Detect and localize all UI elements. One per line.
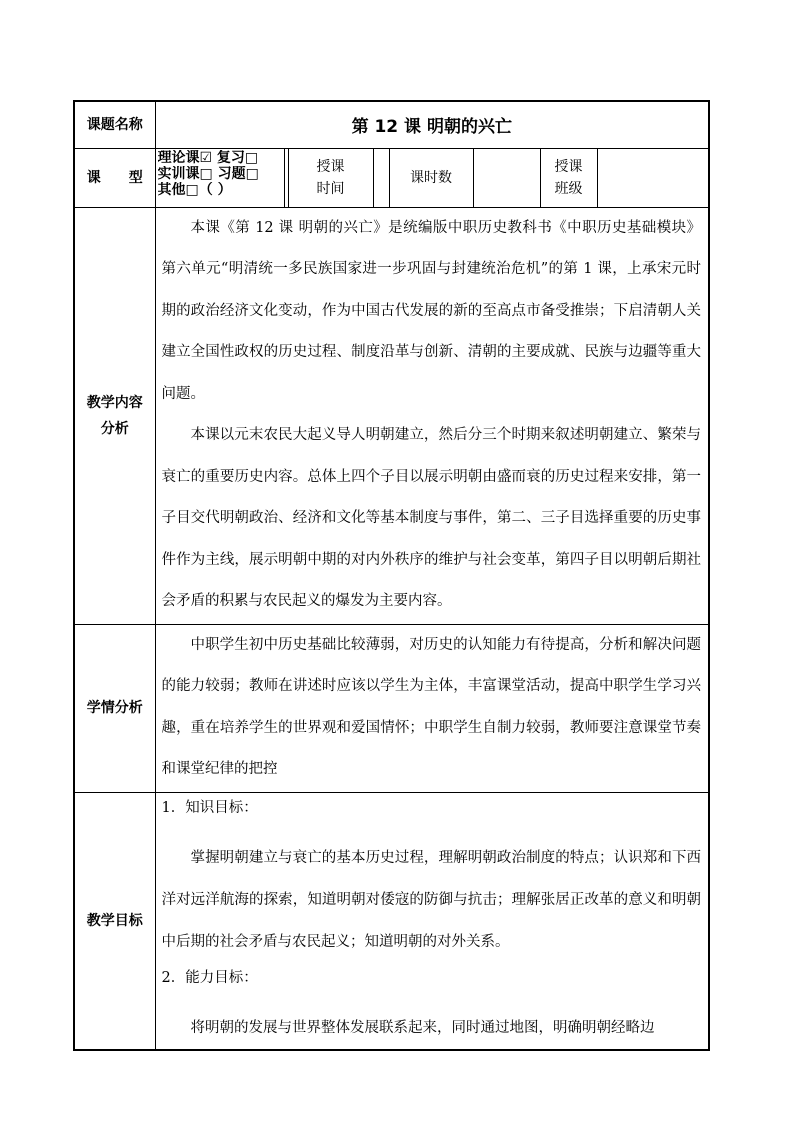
content-analysis-label-line1: 教学内容: [86, 394, 143, 411]
class-label: [540, 148, 597, 207]
ability-goal-heading: 2．能力目标：: [161, 969, 258, 986]
teach-time-label-line1: 授课: [316, 158, 345, 175]
class-label-line2: 班级: [554, 180, 583, 197]
ability-goal-text: 将明朝的发展与世界整体发展联系起来，同时通过地图，明确明朝经略边: [190, 1019, 655, 1036]
knowledge-goal-text: 掌握明朝建立与衰亡的基本历史过程，理解明朝政治制度的特点；认识郑和下西洋对远洋航海的探索，知道明朝对倭寇的防御与抗击；理解张居正改革的意义和明朝中后期的社会矛盾与农民起义；知道明朝的对外关系。: [161, 849, 702, 950]
spacer: [162, 993, 702, 1007]
type-option-practice: 实训课□ 习题□: [157, 165, 259, 182]
teach-time-label-line2: 时间: [316, 180, 345, 197]
content-analysis-label-line2: 分析: [100, 420, 129, 437]
spacer: [162, 823, 702, 837]
lesson-title: 第 12 课 明朝的兴亡: [155, 101, 709, 148]
learner-paragraph: 中职学生初中历史基础比较薄弱，对历史的认知能力有待提高，分析和解决问题的能力较弱；教师在讲述时应该以学生为主体，丰富课堂活动，提高中职学生学习兴趣，重在培养学生的世界观和爱国情怀；中职学生自制力较弱，教师要注意课堂节奏和课堂纪律的把控: [161, 636, 702, 777]
type-label: 课 型: [74, 148, 155, 207]
teach-time-value: [373, 148, 389, 207]
content-analysis-row: [74, 207, 709, 624]
content-analysis-label: [74, 207, 155, 624]
type-option-theory: 理论课☑ 复习□: [157, 149, 259, 166]
goals-body: [155, 792, 709, 1050]
type-options: [155, 148, 284, 207]
teach-time-label: [288, 148, 373, 207]
hours-label: 课时数: [389, 148, 473, 207]
goals-row: [74, 792, 709, 1050]
class-label-line1: 授课: [554, 158, 583, 175]
type-row: [74, 148, 709, 207]
goals-label: 教学目标: [74, 792, 155, 1050]
learner-analysis-row: [74, 624, 709, 792]
title-row: [74, 101, 709, 148]
learner-analysis-label: 学情分析: [74, 624, 155, 792]
content-paragraph-1: 本课《第 12 课 明朝的兴亡》是统编版中职历史教科书《中职历史基础模块》第六单元“明清统一多民族国家进一步巩固与封建统治危机”的第 1 课，上承宋元时期的政治经济文化变动，作为中国古代发展的新的至高点市备受推崇；下启清朝人关建立全国性政权的历史过程、制度沿革与创新、清朝的主要成就、民族与边疆等重大问题。: [161, 219, 702, 402]
title-label: 课题名称: [74, 101, 155, 148]
class-value: [597, 148, 709, 207]
learner-analysis-body: [155, 624, 709, 792]
hours-value: [473, 148, 540, 207]
content-paragraph-2: 本课以元末农民大起义导人明朝建立，然后分三个时期来叙述明朝建立、繁荣与衰亡的重要历史内容。总体上四个子目以展示明朝由盛而衰的历史过程来安排，第一子目交代明朝政治、经济和文化等基本制度与事件，第二、三子目选择重要的历史事件作为主线，展示明朝中期的对内外秩序的维护与社会变革，第四子目以明朝后期社会矛盾的积累与农民起义的爆发为主要内容。: [161, 427, 702, 609]
type-option-other: 其他□（ ）: [157, 181, 232, 198]
lesson-plan-table: [73, 100, 710, 1051]
knowledge-goal-heading: 1．知识目标：: [161, 799, 258, 816]
content-analysis-body: [155, 207, 709, 624]
